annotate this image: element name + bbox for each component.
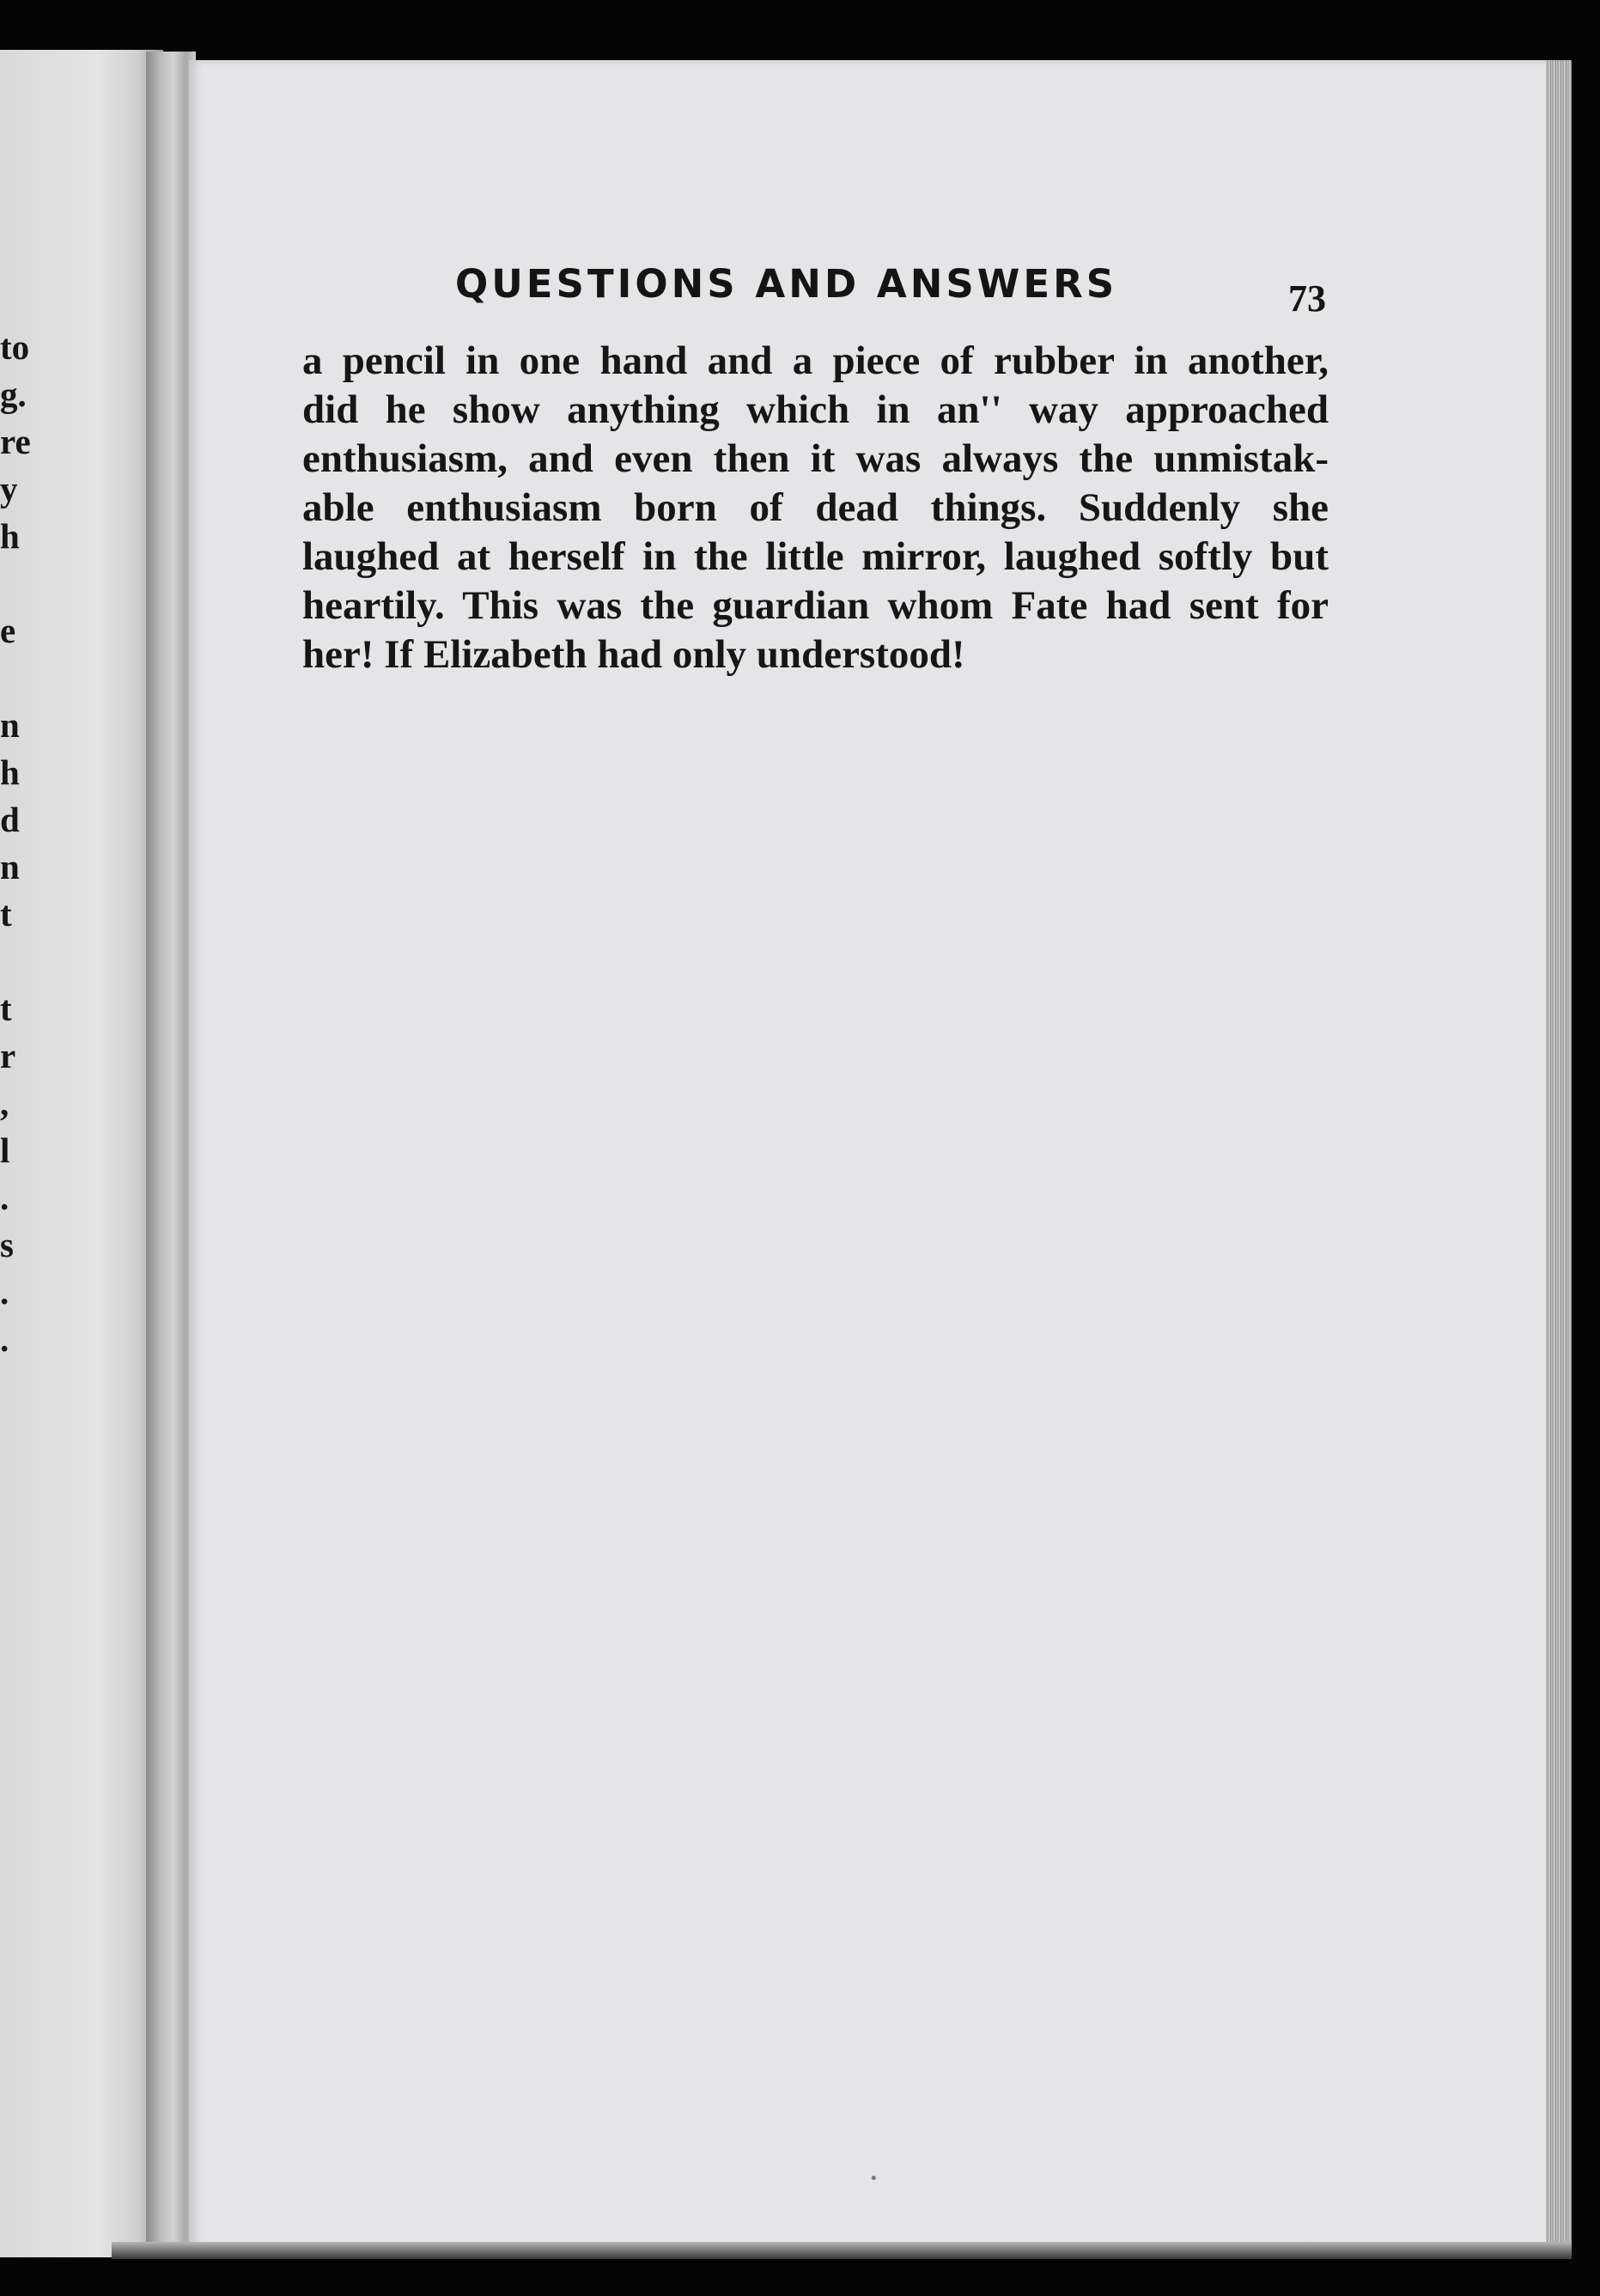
paper-speck: •: [869, 2170, 879, 2188]
left-fragment: h: [0, 752, 20, 792]
left-fragment: d: [0, 800, 20, 839]
left-fragment: s: [0, 1225, 14, 1264]
text-line: enthusiasm, and even then it was always the unmistak-: [302, 436, 1329, 481]
left-fragment: .: [0, 1178, 9, 1217]
text-line: a pencil in one hand and a piece of rubber in another,: [302, 338, 1329, 383]
left-fragment: n: [0, 847, 20, 886]
page-edge: [1546, 60, 1572, 2259]
left-fragment: n: [0, 705, 20, 745]
left-fragment: g.: [0, 375, 27, 414]
left-fragment: re: [0, 422, 31, 461]
page-number: 73: [1288, 277, 1326, 320]
left-fragment: .: [0, 1272, 9, 1312]
left-fragment: r: [0, 1036, 16, 1075]
text-line: laughed at herself in the little mirror, laughed softly but: [302, 534, 1329, 579]
body-paragraph: [302, 337, 1329, 679]
left-fragment: y: [0, 469, 18, 509]
left-fragment: t: [0, 894, 12, 934]
left-fragment: l: [0, 1130, 10, 1170]
running-head: [455, 261, 1331, 321]
text-line: did he show anything which in an'' way approached: [302, 387, 1329, 432]
text-line: able enthusiasm born of dead things. Suddenly she: [302, 485, 1329, 530]
left-fragment: e: [0, 611, 16, 650]
running-head-title: QUESTIONS AND ANSWERS: [455, 261, 1118, 307]
text-line: her! If Elizabeth had only understood!: [302, 632, 965, 677]
page-bottom-shadow: [112, 2242, 1572, 2259]
left-fragment: t: [0, 989, 12, 1028]
left-fragment: ,: [0, 1083, 9, 1123]
left-fragment: h: [0, 516, 20, 556]
text-line: heartily. This was the guardian whom Fate had sent for: [302, 583, 1329, 628]
left-fragment: to: [0, 327, 30, 367]
left-fragment: .: [0, 1319, 9, 1359]
